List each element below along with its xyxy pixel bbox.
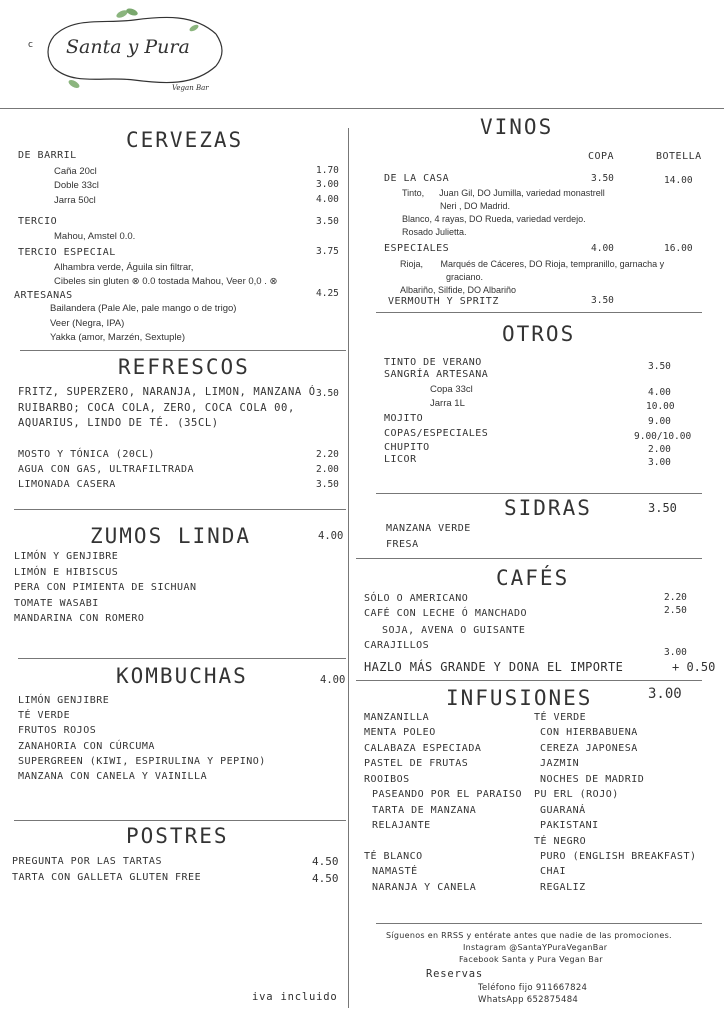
cafe-price: 3.00 (664, 647, 687, 658)
infusion-item: JAZMIN (540, 758, 580, 769)
tercio-especial-desc: Cibeles sin gluten ⊗ 0.0 tostada Mahou, Veer 0,0 . ⊗ (54, 276, 278, 287)
tercio-especial-price: 3.75 (316, 246, 339, 257)
casa-desc: Rosado Julietta. (402, 227, 467, 237)
casa-desc: Tinto, Juan Gil, DO Jumilla, variedad monastrell (402, 188, 605, 198)
vermouth-price: 3.50 (591, 295, 614, 306)
zumos-price: 4.00 (318, 530, 344, 542)
sidra-item: MANZANA VERDE (386, 523, 471, 534)
kombucha-item: TÉ VERDE (18, 710, 71, 721)
postre-item: PREGUNTA POR LAS TARTAS (12, 856, 162, 867)
infusion-item: TÉ NEGRO (534, 836, 587, 847)
social-text: Síguenos en RRSS y entérate antes que nadie de las promociones. (386, 931, 672, 940)
cafe-item: CARAJILLOS (364, 640, 430, 651)
col-botella: BOTELLA (656, 151, 702, 162)
infusion-item: CEREZA JAPONESA (540, 743, 638, 754)
refresco-price: 2.20 (316, 449, 339, 460)
esp-desc: graciano. (446, 272, 484, 282)
refrescos-line: AQUARIUS, LINDO DE TÉ. (35CL) (18, 417, 219, 429)
cafe-item: SÓLO O AMERICANO (364, 593, 469, 604)
esp-copa: 4.00 (591, 243, 614, 254)
divider (14, 509, 346, 510)
refrescos-title: REFRESCOS (118, 355, 250, 379)
refresco-price: 2.00 (316, 464, 339, 475)
barril-item: Doble 33cl (54, 180, 99, 191)
artesana-item: Veer (Negra, IPA) (50, 318, 125, 329)
jarra-price: 10.00 (646, 401, 675, 412)
tinto-label: TINTO DE VERANO (384, 357, 482, 368)
chupito-label: CHUPITO (384, 442, 430, 453)
mojito-price: 9.00 (648, 416, 671, 427)
divider (376, 493, 702, 494)
zumo-item: TOMATE WASABI (14, 598, 99, 609)
divider (356, 558, 702, 559)
logo (44, 6, 224, 98)
infusion-item: NAMASTÉ (372, 866, 418, 877)
divider (376, 312, 702, 313)
cafes-title: CAFÉS (496, 566, 570, 590)
tercio-price: 3.50 (316, 216, 339, 227)
copa-label: Copa 33cl (430, 384, 473, 395)
sidras-price: 3.50 (648, 501, 677, 515)
vermouth-label: VERMOUTH Y SPRITZ (388, 296, 499, 307)
tinto-price: 3.50 (648, 361, 671, 372)
tercio-especial-label: TERCIO ESPECIAL (18, 247, 116, 258)
infusion-item: MENTA POLEO (364, 727, 436, 738)
artesanas-price: 4.25 (316, 288, 339, 299)
infusion-item: CALABAZA ESPECIADA (364, 743, 482, 754)
de-barril-label: DE BARRIL (18, 150, 77, 161)
infusion-item: PASTEL DE FRUTAS (364, 758, 469, 769)
tercio-label: TERCIO (18, 216, 58, 227)
infusion-item: PURO (ENGLISH BREAKFAST) (540, 851, 697, 862)
zumo-item: LIMÓN Y GENJIBRE (14, 551, 119, 562)
refresco-item: MOSTO Y TÓNICA (20CL) (18, 449, 155, 460)
mojito-label: MOJITO (384, 413, 424, 424)
whatsapp-text: WhatsApp 652875484 (478, 995, 579, 1005)
artesana-item: Bailandera (Pale Ale, pale mango o de trigo) (50, 303, 237, 314)
iva-note: iva incluido (252, 991, 338, 1003)
sidras-title: SIDRAS (504, 496, 592, 520)
infusion-item: CON HIERBABUENA (540, 727, 638, 738)
infusion-item: MANZANILLA (364, 712, 430, 723)
copa-price: 4.00 (648, 387, 671, 398)
refrescos-line: FRITZ, SUPERZERO, NARANJA, LIMON, MANZANA Ó (18, 386, 316, 398)
center-divider (348, 128, 349, 1008)
col-copa: COPA (588, 151, 615, 162)
postre-price: 4.50 (312, 855, 339, 868)
tercio-desc: Mahou, Amstel 0.0. (54, 231, 136, 242)
kombuchas-title: KOMBUCHAS (116, 664, 248, 688)
copas-label: COPAS/ESPECIALES (384, 428, 489, 439)
kombucha-item: LIMÓN GENJIBRE (18, 695, 110, 706)
infusiones-title: INFUSIONES (446, 686, 593, 710)
divider (18, 658, 346, 659)
barril-price: 4.00 (316, 194, 339, 205)
infusion-item: ROOIBOS (364, 774, 410, 785)
infusion-item: TARTA DE MANZANA (372, 805, 477, 816)
logo-text: Santa y Pura (66, 36, 190, 58)
vinos-title: VINOS (480, 115, 554, 139)
infusion-item: PASEANDO POR EL PARAISO (372, 789, 522, 800)
especiales-label: ESPECIALES (384, 243, 450, 254)
casa-desc: Neri , DO Madrid. (440, 201, 511, 211)
refrescos-line: RUIBARBO; COCA COLA, ZERO, COCA COLA 00, (18, 402, 295, 414)
kombucha-item: FRUTOS ROJOS (18, 725, 97, 736)
kombucha-item: ZANAHORIA CON CÚRCUMA (18, 741, 155, 752)
phone-text: Teléfono fijo 911667824 (478, 983, 588, 993)
infusion-item: RELAJANTE (372, 820, 431, 831)
instagram-text: Instagram @SantaYPuraVeganBar (463, 943, 608, 952)
zumo-item: PERA CON PIMIENTA DE SICHUAN (14, 582, 197, 593)
refresco-item: LIMONADA CASERA (18, 479, 116, 490)
reservas-label: Reservas (426, 968, 483, 980)
barril-item: Jarra 50cl (54, 195, 96, 206)
cafe-item: CAFÉ CON LECHE Ó MANCHADO (364, 608, 528, 619)
divider (20, 350, 346, 351)
infusion-item: REGALIZ (540, 882, 586, 893)
cafe-item: SOJA, AVENA O GUISANTE (382, 625, 526, 636)
refresco-item: AGUA CON GAS, ULTRAFILTRADA (18, 464, 195, 475)
divider (356, 680, 702, 681)
casa-copa: 3.50 (591, 173, 614, 184)
infusion-item: CHAI (540, 866, 567, 877)
sidra-item: FRESA (386, 539, 419, 550)
postre-price: 4.50 (312, 872, 339, 885)
licor-price: 3.00 (648, 457, 671, 468)
esp-desc: Albariño, Silfide, DO Albariño (400, 285, 517, 295)
artesanas-label: ARTESANAS (14, 290, 73, 301)
otros-title: OTROS (502, 322, 576, 346)
de-la-casa-label: DE LA CASA (384, 173, 450, 184)
infusion-item: PAKISTANI (540, 820, 599, 831)
infusion-item: TÉ BLANCO (364, 851, 423, 862)
kombucha-item: MANZANA CON CANELA Y VAINILLA (18, 771, 208, 782)
copas-price: 9.00/10.00 (634, 431, 692, 442)
zumos-title: ZUMOS LINDA (90, 524, 252, 548)
chupito-price: 2.00 (648, 444, 671, 455)
refresco-price: 3.50 (316, 479, 339, 490)
divider (376, 923, 702, 924)
barril-price: 3.00 (316, 179, 339, 190)
infusion-item: NOCHES DE MADRID (540, 774, 645, 785)
zumo-item: MANDARINA CON ROMERO (14, 613, 145, 624)
cervezas-title: CERVEZAS (126, 128, 244, 152)
casa-botella: 14.00 (664, 175, 693, 186)
logo-subtitle: Vegan Bar (172, 84, 209, 92)
cafe-price: 2.20 (664, 592, 687, 603)
divider (14, 820, 346, 821)
esp-botella: 16.00 (664, 243, 693, 254)
refrescos-price: 3.50 (316, 388, 339, 399)
top-divider (0, 108, 724, 109)
barril-item: Caña 20cl (54, 166, 97, 177)
infusion-item: NARANJA Y CANELA (372, 882, 477, 893)
hazlo-price: + 0.50 (672, 660, 716, 674)
kombucha-item: SUPERGREEN (KIWI, ESPIRULINA Y PEPINO) (18, 756, 266, 767)
esp-desc: Rioja, Marqués de Cáceres, DO Rioja, tempranillo, garnacha y (400, 259, 665, 269)
postre-item: TARTA CON GALLETA GLUTEN FREE (12, 872, 202, 883)
artesana-item: Yakka (amor, Marzén, Sextuple) (50, 332, 185, 343)
zumo-item: LIMÓN E HIBISCUS (14, 567, 119, 578)
infusion-item: GUARANÁ (540, 805, 586, 816)
kombuchas-price: 4.00 (320, 674, 346, 686)
infusion-item: PU ERL (ROJO) (534, 789, 619, 800)
infusion-item: TÉ VERDE (534, 712, 587, 723)
barril-price: 1.70 (316, 165, 339, 176)
casa-desc: Blanco, 4 rayas, DO Rueda, variedad verdejo. (402, 214, 586, 224)
licor-label: LICOR (384, 454, 417, 465)
tercio-especial-desc: Alhambra verde, Águila sin filtrar, (54, 262, 194, 273)
sangria-label: SANGRÍA ARTESANA (384, 369, 489, 380)
postres-title: POSTRES (126, 824, 229, 848)
infusiones-price: 3.00 (648, 686, 682, 702)
corner-mark: c (28, 40, 33, 50)
cafe-price: 2.50 (664, 605, 687, 616)
hazlo-label: HAZLO MÁS GRANDE Y DONA EL IMPORTE (364, 660, 624, 674)
jarra-label: Jarra 1L (430, 398, 465, 409)
facebook-text: Facebook Santa y Pura Vegan Bar (459, 955, 603, 964)
